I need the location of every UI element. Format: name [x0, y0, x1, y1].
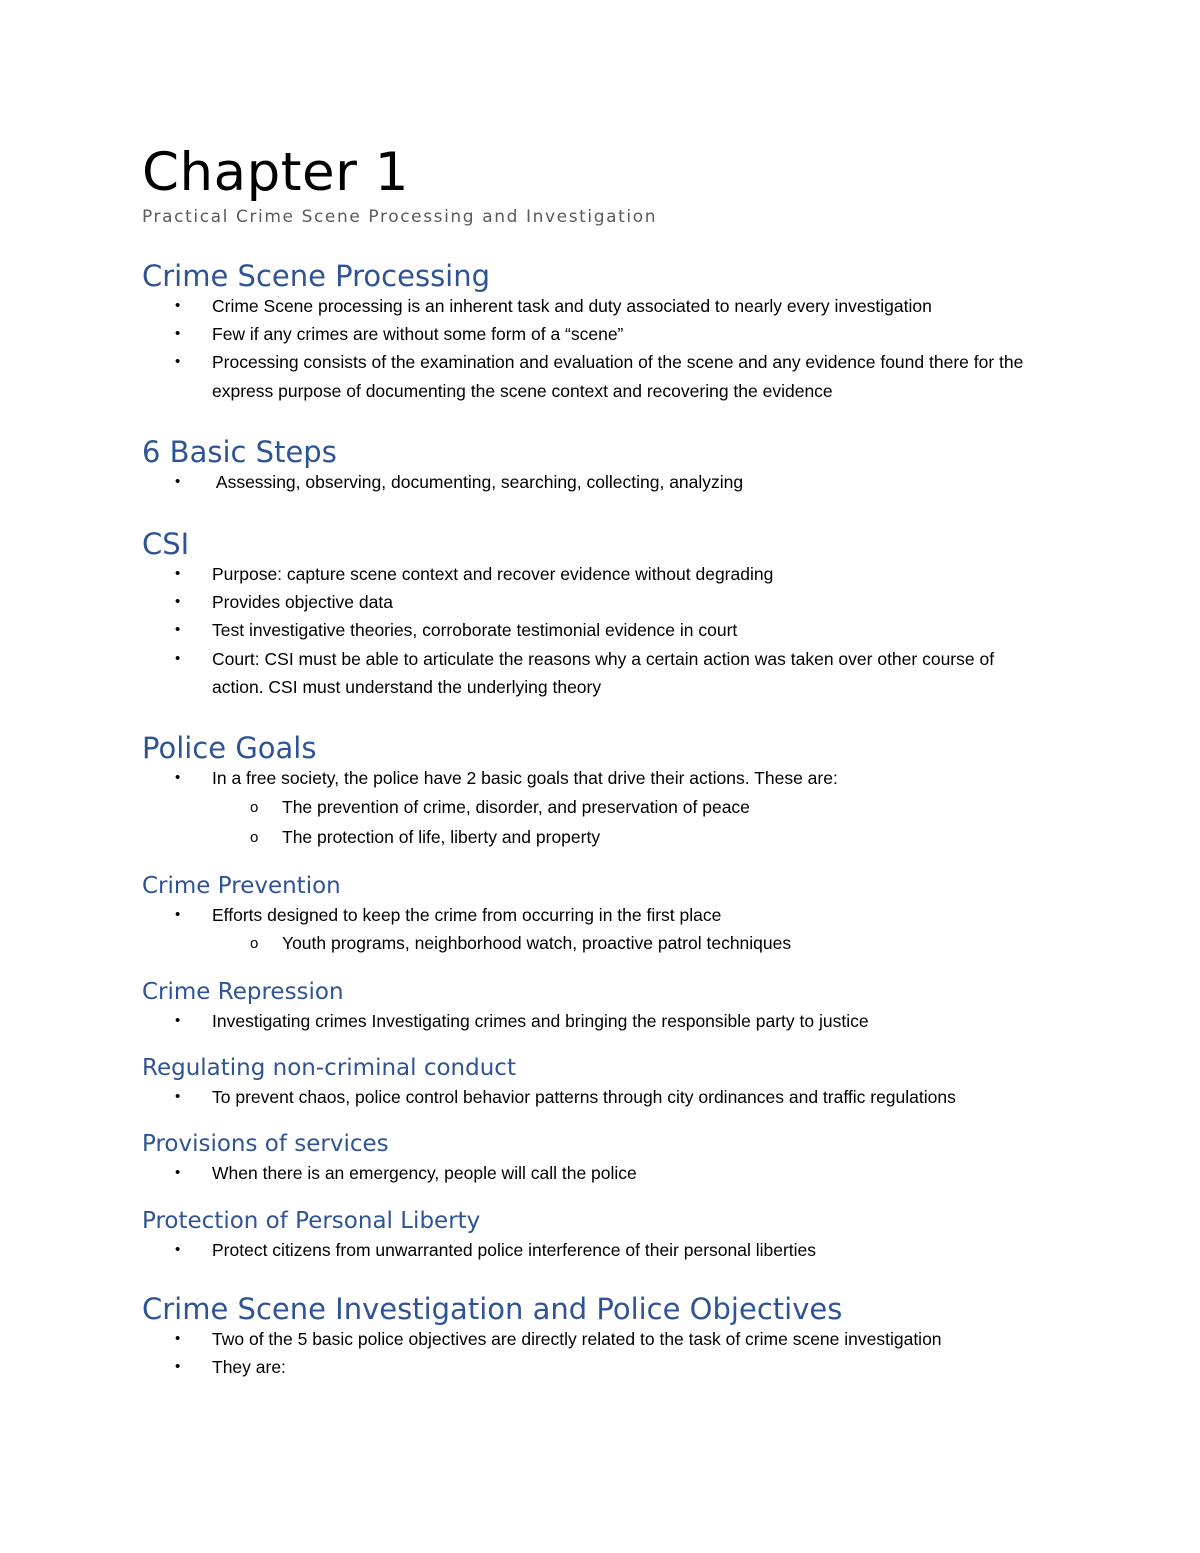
- list-item: [175, 320, 1082, 348]
- bullet-icon: •: [175, 1012, 181, 1029]
- list-item-text: To prevent chaos, police control behavior patterns through city ordinances and traffic regulations: [212, 1087, 956, 1107]
- bullet-list: [142, 764, 1082, 852]
- sub-list-item-text: The protection of life, liberty and property: [282, 827, 601, 848]
- bullet-list: [142, 468, 1082, 496]
- title-block: [142, 138, 657, 229]
- circle-bullet-icon: o: [250, 799, 259, 817]
- list-item: [175, 1236, 1082, 1264]
- bullet-list: [142, 901, 1082, 957]
- section-crime-scene-processing: [142, 256, 1082, 405]
- section-protection-of-liberty: [142, 1206, 1082, 1264]
- sub-list-item: [250, 929, 1082, 957]
- bullet-list: [142, 1325, 1082, 1381]
- section-police-goals: [142, 728, 1082, 852]
- list-item: [175, 645, 1022, 701]
- list-item: [175, 901, 1082, 957]
- document-subtitle: Practical Crime Scene Processing and Investigation: [142, 207, 658, 227]
- bullet-icon: •: [175, 769, 181, 786]
- list-item-text: Two of the 5 basic police objectives are directly related to the task of crime scene investigation: [212, 1329, 942, 1349]
- list-item-text: Few if any crimes are without some form of a “scene”: [212, 324, 624, 345]
- list-item: [175, 764, 1082, 852]
- section-provisions-of-services: [142, 1129, 1082, 1187]
- list-item-text: Purpose: capture scene context and recover evidence without degrading: [212, 564, 774, 584]
- list-item: [175, 1159, 1082, 1187]
- section-heading: 6 Basic Steps: [142, 435, 337, 469]
- list-item-text: When there is an emergency, people will call the police: [212, 1163, 637, 1183]
- section-csi: [142, 524, 1082, 701]
- bullet-icon: •: [175, 906, 181, 923]
- bullet-icon: •: [175, 297, 181, 314]
- section-crime-prevention: [142, 871, 1082, 957]
- bullet-icon: •: [175, 621, 181, 639]
- section-heading: Crime Scene Investigation and Police Objectives: [142, 1292, 843, 1326]
- bullet-icon: •: [175, 593, 181, 611]
- list-item: [175, 560, 1082, 588]
- list-item: [175, 468, 1082, 496]
- bullet-icon: •: [175, 1088, 181, 1105]
- list-item: [175, 1083, 1082, 1111]
- list-item-text: Provides objective data: [212, 592, 393, 613]
- list-item-text: In a free society, the police have 2 basic goals that drive their actions. These are:: [212, 768, 838, 788]
- list-item-text: Crime Scene processing is an inherent task and duty associated to nearly every investigation: [212, 296, 932, 316]
- sub-bullet-list: [212, 929, 1082, 957]
- section-regulating-conduct: [142, 1053, 1082, 1111]
- list-item: [175, 588, 1082, 616]
- bullet-list: [142, 292, 1082, 405]
- section-heading: Police Goals: [142, 731, 317, 765]
- section-heading: Crime Scene Processing: [142, 259, 491, 293]
- list-item-text: Investigating crimes Investigating crimes and bringing the responsible party to justice: [212, 1011, 869, 1031]
- section-basic-steps: [142, 432, 1082, 496]
- list-item: [175, 1007, 1082, 1035]
- circle-bullet-icon: o: [250, 829, 259, 847]
- list-item-text: Processing consists of the examination and evaluation of the scene and any evidence found there for the express purpose of documenting the scene context and recovering the evidence: [212, 352, 1024, 401]
- list-item-text: Efforts designed to keep the crime from occurring in the first place: [212, 905, 722, 925]
- sub-list-item: [250, 822, 1082, 852]
- list-item: [175, 348, 1032, 404]
- list-item: [175, 1353, 1082, 1381]
- document-title: Chapter 1: [142, 142, 409, 203]
- bullet-icon: •: [175, 1164, 181, 1181]
- sub-list-item: [250, 792, 1082, 822]
- subsection-heading: Crime Prevention: [142, 873, 341, 899]
- bullet-list: [142, 1236, 1082, 1264]
- subsection-heading: Protection of Personal Liberty: [142, 1208, 481, 1234]
- list-item-text: Court: CSI must be able to articulate the reasons why a certain action was taken over other course of action. CSI must understand the underlying theory: [212, 648, 995, 697]
- bullet-list: [142, 560, 1082, 701]
- list-item: [175, 1325, 1082, 1353]
- list-item-text: Test investigative theories, corroborate testimonial evidence in court: [212, 620, 738, 641]
- list-item-text: They are:: [212, 1357, 286, 1378]
- sub-list-item-text: The prevention of crime, disorder, and preservation of peace: [282, 797, 750, 818]
- sub-bullet-list: [212, 792, 1082, 852]
- bullet-icon: •: [175, 565, 181, 582]
- bullet-list: [142, 1159, 1082, 1187]
- list-item-text: Assessing, observing, documenting, searching, collecting, analyzing: [212, 472, 744, 492]
- bullet-icon: •: [175, 1330, 181, 1347]
- bullet-icon: •: [175, 1241, 181, 1258]
- bullet-icon: •: [175, 1358, 181, 1376]
- subsection-heading: Crime Repression: [142, 979, 344, 1005]
- bullet-list: [142, 1083, 1082, 1111]
- bullet-icon: •: [175, 325, 181, 343]
- list-item: [175, 616, 1082, 644]
- bullet-icon: •: [175, 649, 181, 667]
- section-crime-repression: [142, 977, 1082, 1035]
- subsection-heading: Regulating non-criminal conduct: [142, 1055, 516, 1081]
- list-item: [175, 292, 1082, 320]
- bullet-list: [142, 1007, 1082, 1035]
- bullet-icon: •: [175, 353, 181, 371]
- circle-bullet-icon: o: [250, 935, 259, 953]
- section-heading: CSI: [142, 527, 190, 561]
- sub-list-item-text: Youth programs, neighborhood watch, proactive patrol techniques: [282, 933, 792, 954]
- list-item-text: Protect citizens from unwarranted police interference of their personal liberties: [212, 1240, 817, 1260]
- section-police-objectives: [142, 1289, 1082, 1381]
- bullet-icon: •: [175, 473, 181, 490]
- subsection-heading: Provisions of services: [142, 1131, 389, 1157]
